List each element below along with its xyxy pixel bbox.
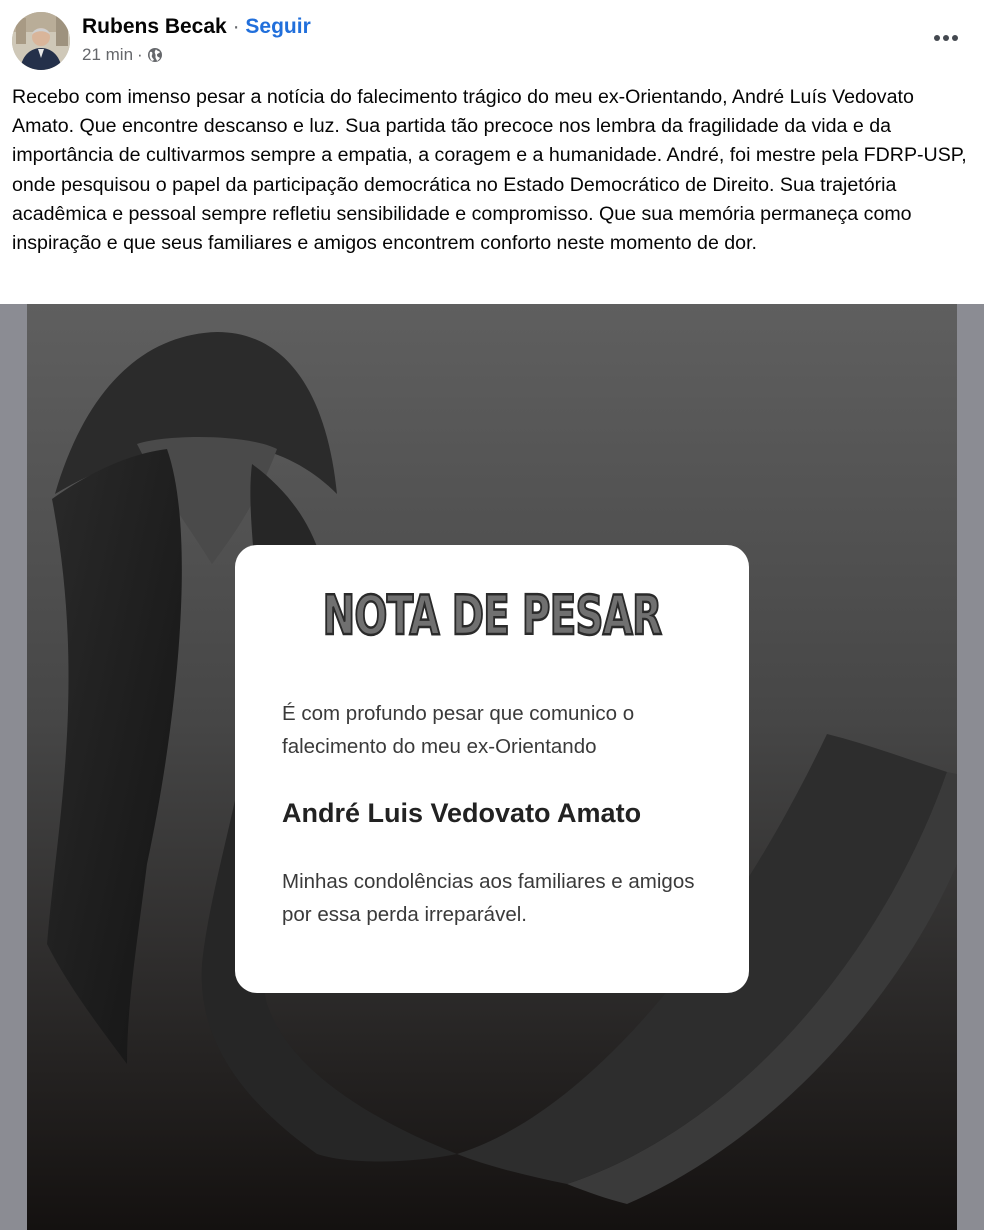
note-deceased-name: André Luis Vedovato Amato <box>282 798 642 828</box>
post-timestamp[interactable]: 21 min <box>82 45 134 64</box>
note-lead-text: É com profundo pesar que comunico o falecimento do meu ex-Orientando <box>282 702 635 758</box>
avatar-photo <box>12 12 70 70</box>
post-meta <box>82 44 163 66</box>
author-avatar[interactable] <box>12 12 70 70</box>
meta-separator: · <box>137 45 143 64</box>
author-line <box>82 14 311 40</box>
name-separator: · <box>232 15 240 38</box>
post-text: Recebo com imenso pesar a notícia do falecimento trágico do meu ex-Orientando, André Luís Vedovato Amato. Que encontre descanso e luz. Sua partida tão precoce nos lembra da fragilidade da vida e da importância de cultivarmos sempre a empatia, a coragem e a humanidade. André, foi mestre pela FDRP-USP, onde pesquisou o papel da participação democrática no Estado Democrático de Direito. Sua trajetória acadêmica e pessoal sempre refletiu sensibilidade e compromisso. Que sua memória permaneça como inspiração e que seus familiares e amigos encontrem conforto neste momento de dor. <box>12 86 967 255</box>
more-options-icon <box>924 24 968 52</box>
globe-icon[interactable] <box>147 47 163 63</box>
note-closing-text: Minhas condolências aos familiares e amigos por essa perda irreparável. <box>282 870 695 926</box>
post-header <box>0 0 984 80</box>
author-name[interactable]: Rubens Becak <box>82 15 227 38</box>
post-image[interactable] <box>0 304 984 1230</box>
note-title: NOTA DE PESAR <box>322 584 662 647</box>
more-options-button[interactable] <box>924 24 968 52</box>
follow-button[interactable]: Seguir <box>245 15 311 38</box>
note-card <box>235 545 749 993</box>
